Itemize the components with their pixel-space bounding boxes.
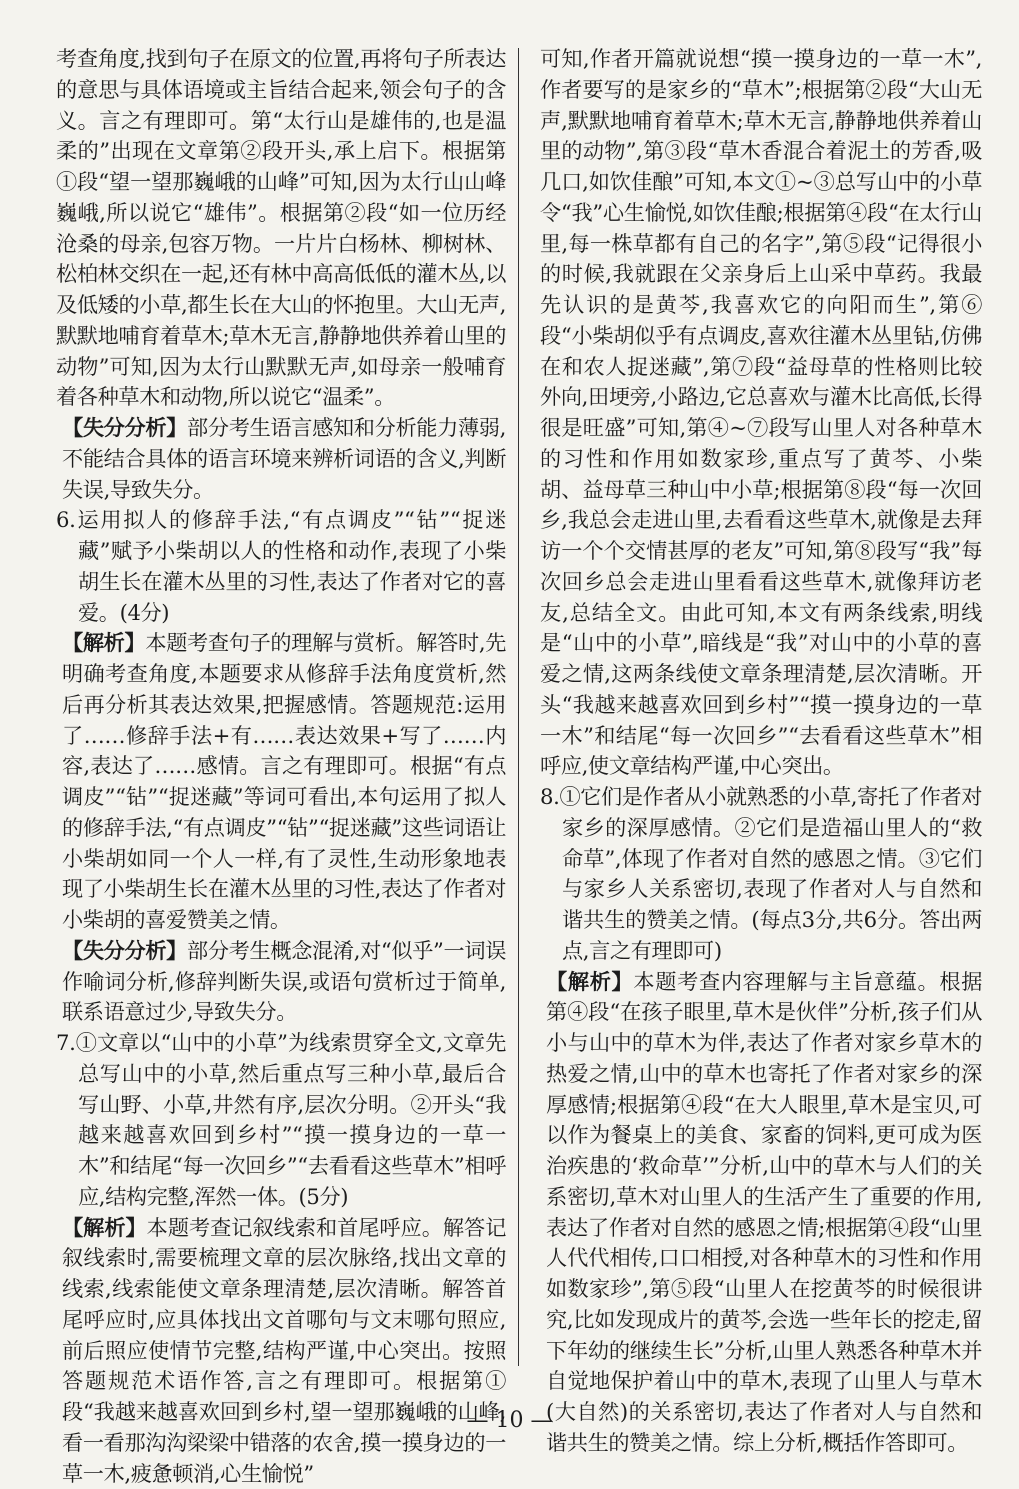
column-divider — [518, 48, 519, 1366]
analysis-tag: 【解析】 — [62, 630, 145, 655]
loss-analysis-tag: 【失分分析】 — [62, 938, 187, 963]
left-column — [56, 44, 506, 1489]
q6-analysis — [56, 628, 506, 936]
q8-answer: 8.①它们是作者从小就熟悉的小草,寄托了作者对家乡的深厚感情。②它们是造福山里人的“救命草”,体现了作者对自然的感恩之情。③它们与家乡人关系密切,表现了作者对人与自然和谐共生的赞美之情。(每点3分,共6分。答出两点,言之有理即可) — [540, 782, 982, 967]
analysis-text: 本题考查句子的理解与赏析。解答时,先明确考查角度,本题要求从修辞手法角度赏析,然后再分析其表达效果,把握感情。答题规范:运用了……修辞手法+有……表达效果+写了……内容,表达了……感情。言之有理即可。根据“有点调皮”“钻”“捉迷藏”等词可看出,本句运用了拟人的修辞手法,“有点调皮”“钻”“捉迷藏”这些词语让小柴胡如同一个人一样,有了灵性,生动形象地表现了小柴胡生长在灌木丛里的习性,表达了作者对小柴胡的喜爱赞美之情。 — [62, 630, 506, 932]
q8-analysis — [540, 967, 982, 1459]
q5-analysis-continued: 考查角度,找到句子在原文的位置,再将句子所表达的意思与具体语境或主旨结合起来,领会句子的含义。言之有理即可。第“太行山是雄伟的,也是温柔的”出现在文章第②段开头,承上启下。根据第①段“望一望那巍峨的山峰”可知,因为太行山山峰巍峨,所以说它“雄伟”。根据第②段“如一位历经沧桑的母亲,包容万物。一片片白杨林、柳树林、松柏林交织在一起,还有林中高高低低的灌木丛,以及低矮的小草,都生长在大山的怀抱里。大山无声,默默地哺育着草木;草木无言,静静地供养着山里的动物”可知,因为太行山默默无声,如母亲一般哺育着各种草木和动物,所以说它“温柔”。 — [56, 44, 506, 413]
analysis-text: 本题考查内容理解与主旨意蕴。根据第④段“在孩子眼里,草木是伙伴”分析,孩子们从小与山中的草木为伴,表达了作者对家乡草木的热爱之情,山中的草木也寄托了作者对家乡的深厚感情;根据第④段“在大人眼里,草木是宝贝,可以作为餐桌上的美食、家畜的饲料,更可成为医治疾患的‘救命草’”分析,山中的草木与人们的关系密切,草木对山里人的生活产生了重要的作用,表达了作者对自然的感恩之情;根据第④段“山里人代代相传,口口相授,对各种草木的习性和作用如数家珍”,第⑤段“山里人在挖黄芩的时候很讲究,比如发现成片的黄芩,会选一些年长的挖走,留下年幼的继续生长”分析,山里人熟悉各种草木并自觉地保护着山中的草木,表现了山里人与草木(大自然)的关系密切,表达了作者对人与自然和谐共生的赞美之情。综上分析,概括作答即可。 — [546, 969, 982, 1455]
loss-analysis-text: 部分考生概念混淆,对“似乎”一词误作喻词分析,修辞判断失误,或语句赏析过于简单,联系语意过少,导致失分。 — [62, 938, 506, 1025]
analysis-tag: 【解析】 — [546, 969, 633, 994]
loss-analysis-text: 部分考生语言感知和分析能力薄弱,不能结合具体的语言环境来辨析词语的含义,判断失误,导致失分。 — [62, 415, 506, 502]
q7-analysis-continued: 可知,作者开篇就说想“摸一摸身边的一草一木”,作者要写的是家乡的“草木”;根据第②段“大山无声,默默地哺育着草木;草木无言,静静地供养着山里的动物”,第③段“草木香混合着泥土的芳香,吸几口,如饮佳酿”可知,本文①~③总写山中的小草令“我”心生愉悦,如饮佳酿;根据第④段“在太行山里,每一株草都有自己的名字”,第⑤段“记得很小的时候,我就跟在父亲身后上山采中草药。我最先认识的是黄芩,我喜欢它的向阳而生”,第⑥段“小柴胡似乎有点调皮,喜欢往灌木丛里钻,仿佛在和农人捉迷藏”,第⑦段“益母草的性格则比较外向,田埂旁,小路边,它总喜欢与灌木比高低,长得很是旺盛”可知,第④~⑦段写山里人对各种草木的习性和作用如数家珍,重点写了黄芩、小柴胡、益母草三种山中小草;根据第⑧段“每一次回乡,我总会走进山里,去看看这些草木,就像是去拜访一个个交情甚厚的老友”可知,第⑧段写“我”每次回乡总会走进山里看看这些草木,就像拜访老友,总结全文。由此可知,本文有两条线索,明线是“山中的小草”,暗线是“我”对山中的小草的喜爱之情,这两条线使文章条理清楚,层次清晰。开头“我越来越喜欢回到乡村”“摸一摸身边的一草一木”和结尾“每一次回乡”“去看看这些草木”相呼应,使文章结构严谨,中心突出。 — [540, 44, 982, 782]
loss-analysis-tag: 【失分分析】 — [62, 415, 187, 440]
q6-answer: 6.运用拟人的修辞手法,“有点调皮”“钻”“捉迷藏”赋予小柴胡以人的性格和动作,表现了小柴胡生长在灌木丛里的习性,表达了作者对它的喜爱。(4分) — [56, 505, 506, 628]
analysis-tag: 【解析】 — [62, 1215, 147, 1240]
analysis-text: 本题考查记叙线索和首尾呼应。解答记叙线索时,需要梳理文章的层次脉络,找出文章的线索,线索能使文章条理清楚,层次清晰。解答首尾呼应时,应具体找出文首哪句与文末哪句照应,前后照应使情节完整,结构严谨,中心突出。按照答题规范术语作答,言之有理即可。根据第①段“我越来越喜欢回到乡村,望一望那巍峨的山峰,看一看那沟沟梁梁中错落的农舍,摸一摸身边的一草一木,疲惫顿消,心生愉悦” — [62, 1215, 506, 1486]
q7-analysis — [56, 1213, 506, 1489]
q6-loss-analysis — [56, 936, 506, 1028]
right-column — [540, 44, 982, 1459]
page-number: — 10 — — [0, 1408, 1019, 1433]
q5-loss-analysis — [56, 413, 506, 505]
q7-answer: 7.①文章以“山中的小草”为线索贯穿全文,文章先总写山中的小草,然后重点写三种小草,最后合写山野、小草,井然有序,层次分明。②开头“我越来越喜欢回到乡村”“摸一摸身边的一草一木”和结尾“每一次回乡”“去看看这些草木”相呼应,结构完整,浑然一体。(5分) — [56, 1028, 506, 1213]
